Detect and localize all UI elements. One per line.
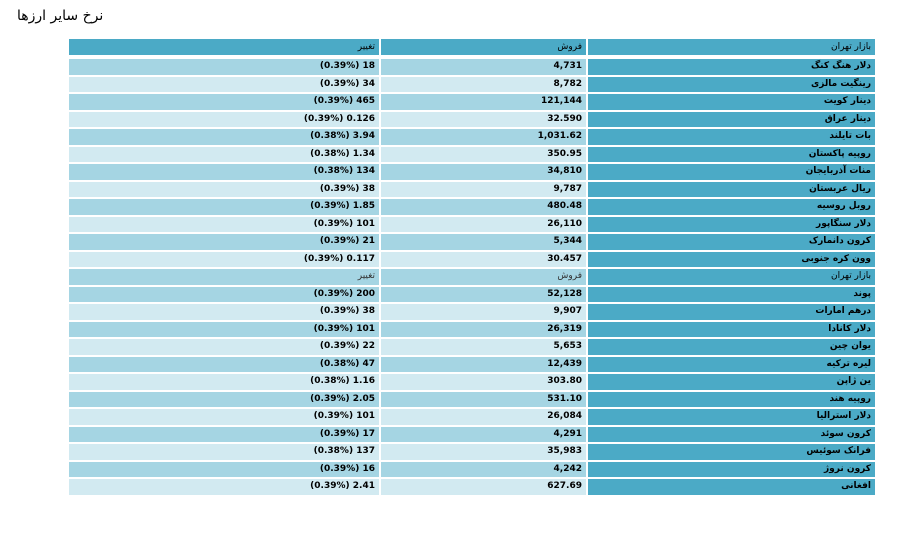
sell-price: 35,983 [381, 444, 586, 460]
sell-price: 12,439 [381, 357, 586, 373]
currency-name: دینار عراق [588, 112, 875, 128]
rates-table [69, 39, 875, 497]
subheader-market: بازار تهران [588, 269, 875, 285]
currency-name: روبل روسیه [588, 199, 875, 215]
price-change: 18 (0.39%) [69, 59, 379, 75]
table-row [69, 182, 875, 198]
price-change: 134 (0.38%) [69, 164, 379, 180]
price-change: 38 (0.39%) [69, 304, 379, 320]
price-change: 47 (0.38%) [69, 357, 379, 373]
sell-price: 4,291 [381, 427, 586, 443]
sell-price: 5,653 [381, 339, 586, 355]
price-change: 101 (0.39%) [69, 409, 379, 425]
header-sell: فروش [381, 39, 586, 55]
table-row [69, 234, 875, 250]
price-change: 465 (0.39%) [69, 94, 379, 110]
page-title: نرخ سایر ارزها [17, 8, 104, 24]
subheader-change: تغییر [69, 269, 379, 285]
price-change: 1.34 (0.38%) [69, 147, 379, 163]
currency-name: بات تایلند [588, 129, 875, 145]
price-change: 1.85 (0.39%) [69, 199, 379, 215]
sell-price: 34,810 [381, 164, 586, 180]
table-row [69, 462, 875, 478]
price-change: 0.126 (0.39%) [69, 112, 379, 128]
currency-name: روپیه پاکستان [588, 147, 875, 163]
price-change: 34 (0.39%) [69, 77, 379, 93]
currency-name: فرانک سوئیس [588, 444, 875, 460]
table-row [69, 339, 875, 355]
price-change: 2.41 (0.39%) [69, 479, 379, 495]
price-change: 0.117 (0.39%) [69, 252, 379, 268]
rates-group-2 [69, 287, 875, 497]
sell-price: 4,731 [381, 59, 586, 75]
price-change: 38 (0.39%) [69, 182, 379, 198]
table-header-row [69, 39, 875, 55]
currency-name: کرون سوئد [588, 427, 875, 443]
price-change: 101 (0.39%) [69, 322, 379, 338]
currency-name: وون کره جنوبی [588, 252, 875, 268]
table-row [69, 217, 875, 233]
table-row [69, 94, 875, 110]
table-row [69, 322, 875, 338]
table-row [69, 59, 875, 75]
currency-name: افغانی [588, 479, 875, 495]
table-row [69, 357, 875, 373]
table-row [69, 427, 875, 443]
table-row [69, 199, 875, 215]
table-row [69, 164, 875, 180]
table-row [69, 444, 875, 460]
price-change: 101 (0.39%) [69, 217, 379, 233]
price-change: 17 (0.39%) [69, 427, 379, 443]
table-row [69, 374, 875, 390]
sell-price: 121,144 [381, 94, 586, 110]
rates-group-1 [69, 59, 875, 269]
sell-price: 350.95 [381, 147, 586, 163]
currency-name: دلار کانادا [588, 322, 875, 338]
currency-name: رینگیت مالزی [588, 77, 875, 93]
currency-name: منات آذربایجان [588, 164, 875, 180]
table-row [69, 252, 875, 268]
currency-name: کرون نروژ [588, 462, 875, 478]
currency-name: دلار سنگاپور [588, 217, 875, 233]
currency-name: پوند [588, 287, 875, 303]
currency-name: دلار استرالیا [588, 409, 875, 425]
sell-price: 26,084 [381, 409, 586, 425]
table-row [69, 147, 875, 163]
sell-price: 9,907 [381, 304, 586, 320]
sell-price: 1,031.62 [381, 129, 586, 145]
currency-name: کرون دانمارک [588, 234, 875, 250]
sell-price: 52,128 [381, 287, 586, 303]
currency-name: ین ژاپن [588, 374, 875, 390]
sell-price: 30.457 [381, 252, 586, 268]
currency-name: لیره ترکیه [588, 357, 875, 373]
sell-price: 32.590 [381, 112, 586, 128]
table-row [69, 129, 875, 145]
price-change: 2.05 (0.39%) [69, 392, 379, 408]
table-row [69, 409, 875, 425]
currency-name: روپیه هند [588, 392, 875, 408]
currency-name: یوان چین [588, 339, 875, 355]
price-change: 21 (0.39%) [69, 234, 379, 250]
sell-price: 26,319 [381, 322, 586, 338]
sell-price: 480.48 [381, 199, 586, 215]
sell-price: 5,344 [381, 234, 586, 250]
sell-price: 4,242 [381, 462, 586, 478]
sell-price: 531.10 [381, 392, 586, 408]
price-change: 1.16 (0.38%) [69, 374, 379, 390]
price-change: 200 (0.39%) [69, 287, 379, 303]
table-subheader-row [69, 269, 875, 285]
currency-name: ریال عربستان [588, 182, 875, 198]
price-change: 137 (0.38%) [69, 444, 379, 460]
sell-price: 627.69 [381, 479, 586, 495]
table-row [69, 77, 875, 93]
sell-price: 8,782 [381, 77, 586, 93]
table-row [69, 112, 875, 128]
table-row [69, 479, 875, 495]
currency-name: درهم امارات [588, 304, 875, 320]
table-row [69, 287, 875, 303]
sell-price: 26,110 [381, 217, 586, 233]
price-change: 3.94 (0.38%) [69, 129, 379, 145]
currency-name: دینار کویت [588, 94, 875, 110]
table-row [69, 304, 875, 320]
table-row [69, 392, 875, 408]
price-change: 22 (0.39%) [69, 339, 379, 355]
header-market: بازار تهران [588, 39, 875, 55]
price-change: 16 (0.39%) [69, 462, 379, 478]
sell-price: 9,787 [381, 182, 586, 198]
header-change: تغییر [69, 39, 379, 55]
sell-price: 303.80 [381, 374, 586, 390]
currency-name: دلار هنگ کنگ [588, 59, 875, 75]
subheader-sell: فروش [381, 269, 586, 285]
